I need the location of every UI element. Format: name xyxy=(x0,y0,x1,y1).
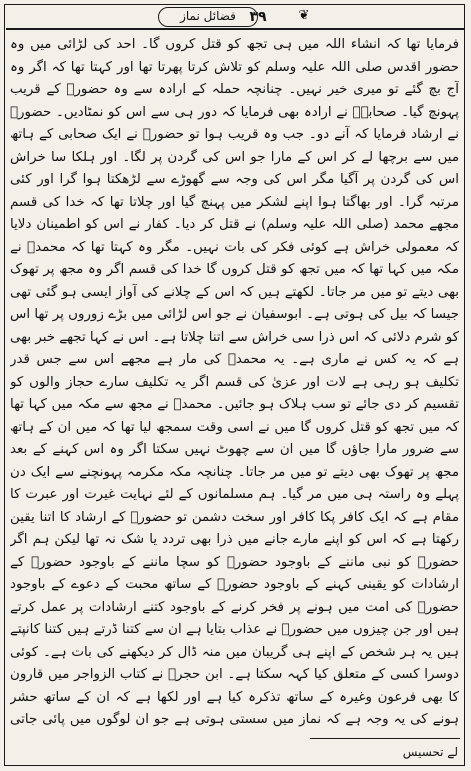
ornament-icon: ❦ xyxy=(298,8,310,23)
header-divider xyxy=(6,28,464,30)
page-header xyxy=(6,6,464,32)
page-number: ۳۹ xyxy=(249,9,267,25)
footnote-divider xyxy=(310,738,460,739)
footnote: لے تحسیس xyxy=(402,745,458,759)
running-title: فضائل نماز xyxy=(158,7,258,27)
main-text: فرمایا تھا کہ انشاء اللہ میں ہی تجھ کو قتل کروں گا۔ احد کی لڑائی میں وہ حضور اقدس صلی اللہ علیہ وسلم کو تلاش کرتا پھرتا تھا اور کہتا تھا کہ اگر وہ آج بچ گئے تو میری خیر نہیں۔ چنانچہ حملہ کے ارادہ سے وہ حضورؐ کے قریب پہونچ گیا۔ صحابہؓ نے ارادہ بھی فرمایا کہ دور ہی سے اس کو نمٹادیں۔ حضورؐ نے ارشاد فرمایا کہ آنے دو۔ جب وہ قریب ہوا تو حضورؐ نے ایک صحابی کے ہاتھ میں سے برچھا لے کر اس کے مارا جو اس کی گردن پر لگا۔ اور ہلکا سا خراش اس کی گردن پر آگیا مگر اس کی وجہ سے گھوڑے سے لڑھکتا ہوا گرا اور کئی مرتبہ گرا۔ اور بھاگتا ہوا اپنے لشکر میں پہنچ گیا اور چلاتا تھا کہ خدا کی قسم مجھے محمد (صلی اللہ علیہ وسلم) نے قتل کر دیا۔ کفار نے اس کو اطمینان دلایا کہ معمولی خراش ہے کوئی فکر کی بات نہیں۔ مگر وہ کہتا تھا کہ محمدؐ نے مکہ میں کہا تھا کہ میں تجھ کو قتل کروں گا خدا کی قسم اگر وہ مجھ پر تھوک بھی دیتے تو میں مر جاتا۔ لکھتے ہیں کہ اس کے چلانے کی آواز ایسی ہو گئی تھی جیسا کہ بیل کی ہوتی ہے۔ ابوسفیان نے جو اس لڑائی میں بڑے زوروں پر تھا اس کو شرم دلائی کہ اس ذرا سی خراش سے اتنا چلاتا ہے۔ اس نے کہا تجھے خبر بھی ہے کہ یہ کس نے ماری ہے۔ یہ محمدؐ کی مار ہے مجھے اس سے جس قدر تکلیف ہو رہی ہے لات اور عزیٰ کی قسم اگر یہ تکلیف سارے حجاز والوں کو تقسیم کر دی جائے تو سب ہلاک ہو جائیں۔ محمدؐ نے مجھ سے مکہ میں کہا تھا کہ میں تجھ کو قتل کروں گا میں نے اسی وقت سمجھ لیا تھا کہ میں ان کے ہاتھ سے ضرور مارا جاؤں گا میں ان سے چھوٹ نہیں سکتا اگر وہ اس کہنے کے بعد مجھ پر تھوک بھی دیتے تو میں مر جاتا۔ چنانچہ مکہ مکرمہ پہونچنے سے ایک دن پہلے وہ راستہ ہی میں مر گیا۔ ہم مسلمانوں کے لئے نہایت غیرت اور عبرت کا مقام ہے کہ ایک کافر پکا کافر اور سخت دشمن تو حضورؐ کے ارشاد کا اتنا یقین رکھتا ہے کہ اس کو اپنے مارے جانے میں ذرا بھی تردد یا شک نہ تھا لیکن ہم اگر حضورؐ کو نبی ماننے کے باوجود حضورؐ کو سچا ماننے کے باوجود حضورؐ کے ارشادات کو یقینی کہنے کے باوجود حضورؐ کے ساتھ محبت کے دعوے کے باوجود حضورؐ کی امت میں ہونے پر فخر کرنے کے باوجود کتنے ارشادات پر عمل کرتے ہیں اور جن چیزوں میں حضورؐ نے عذاب بتایا ہے ان سے کتنا ڈرتے ہیں کتنا کانپتے ہیں یہ ہر شخص کے اپنے ہی گریبان میں منہ ڈال کر دیکھنے کی بات ہے۔ کوئی دوسرا کسی کے متعلق کیا کہہ سکتا ہے۔ ابن حجرؒ نے کتاب الزواجر میں قارون کا بھی فرعون وغیرہ کے ساتھ تذکرہ کیا ہے اور لکھا ہے کہ ان کے ساتھ حشر ہونے کی یہ وجہ ہے کہ نماز میں سستی ہوتی ہے جو ان لوگوں میں پائی جاتی xyxy=(10,37,459,727)
